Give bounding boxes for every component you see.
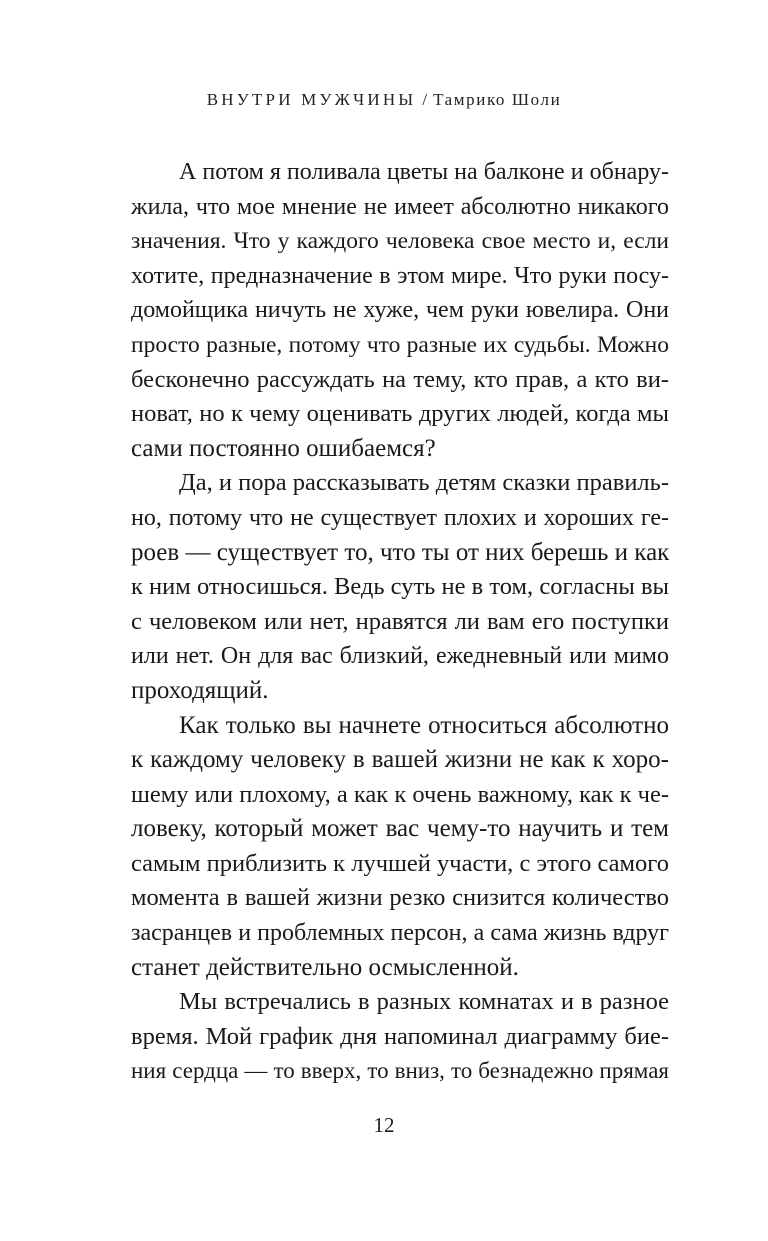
author-name: Тамрико Шоли: [433, 90, 562, 109]
text-line: проходящий.: [131, 676, 269, 704]
text-line: роев — существует то, что ты от них берешь и как: [131, 538, 670, 566]
text-line: Как только вы начнете относиться абсолютно: [179, 711, 669, 739]
header-separator: /: [422, 90, 428, 109]
text-line: к ним относишься. Ведь суть не в том, согласны вы: [131, 573, 669, 601]
text-line: ловеку, который может вас чему-то научить и тем: [131, 815, 669, 843]
text-line: сами постоянно ошибаемся?: [131, 434, 436, 462]
body-text: [131, 155, 669, 1089]
text-line: момента в вашей жизни резко снизится количество: [131, 884, 669, 912]
text-line: время. Мой график дня напоминал диаграмму бие-: [131, 1022, 669, 1050]
text-line: жила, что мое мнение не имеет абсолютно никакого: [131, 193, 669, 220]
text-line: домойщика ничуть не хуже, чем руки ювелира. Они: [131, 297, 669, 324]
text-line: значения. Что у каждого человека свое место и, если: [131, 228, 669, 255]
page-number: 12: [373, 1113, 395, 1137]
book-title: ВНУТРИ МУЖЧИНЫ: [206, 90, 417, 109]
text-line: ния сердца — то вверх, то вниз, то безнадежно прямая: [131, 1058, 669, 1084]
text-line: но, потому что не существует плохих и хороших ге-: [131, 504, 669, 531]
text-line: просто разные, потому что разные их судьбы. Можно: [131, 331, 669, 358]
text-line: А потом я поливала цветы на балконе и обнару-: [179, 159, 669, 185]
text-line: или нет. Он для вас близкий, ежедневный или мимо: [131, 643, 669, 670]
text-line: Мы встречались в разных комнатах и в разное: [179, 988, 669, 1016]
text-line: засранцев и проблемных персон, а сама жизнь вдруг: [131, 920, 669, 947]
text-line: бесконечно рассуждать на тему, кто прав, а кто ви-: [131, 365, 669, 393]
text-line: Да, и пора рассказывать детям сказки правиль-: [179, 469, 669, 497]
text-line: станет действительно осмысленной.: [131, 953, 519, 981]
text-line: новат, но к чему оценивать других людей, когда мы: [131, 400, 669, 428]
text-line: к каждому человеку в вашей жизни не как к хоро-: [131, 746, 669, 774]
text-line: шему или плохому, а как к очень важному, как к че-: [131, 780, 669, 808]
text-line: с человеком или нет, нравятся ли вам его поступки: [131, 607, 669, 635]
running-head: [0, 90, 768, 110]
text-line: хотите, предназначение в этом мире. Что руки посу-: [131, 262, 669, 289]
text-line: самым приблизить к лучшей участи, с этого самого: [131, 849, 669, 877]
